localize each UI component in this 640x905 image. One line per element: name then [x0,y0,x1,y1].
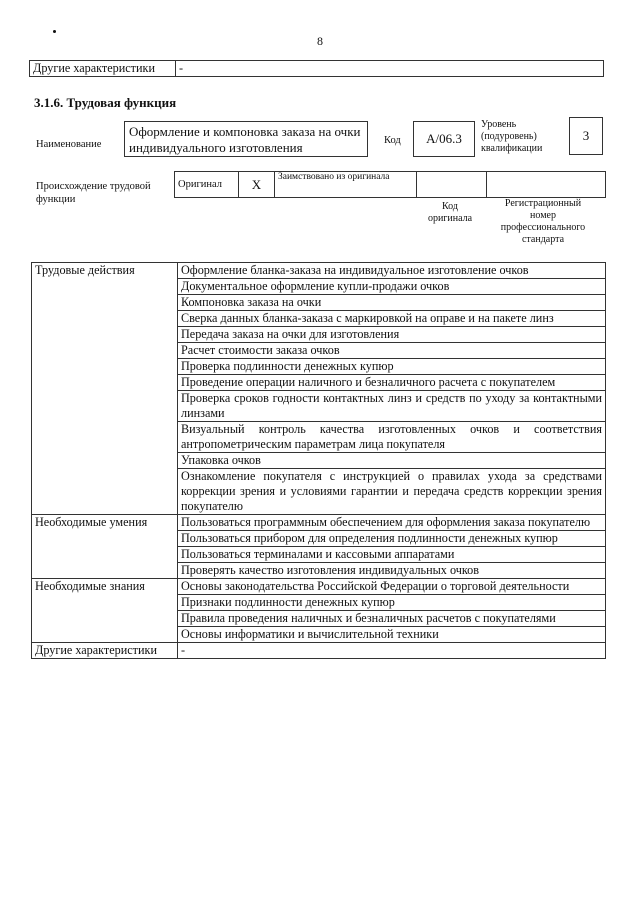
requirement-item: Оформление бланка-заказа на индивидуальное изготовление очков [178,263,606,279]
bottom-other-value: - [178,643,606,659]
code-value: A/06.3 [413,121,475,157]
level-value: 3 [569,117,603,155]
requirement-item: Пользоваться прибором для определения подлинности денежных купюр [178,531,606,547]
requirement-item: Пользоваться программным обеспечением для оформления заказа покупателю [178,515,606,531]
bottom-other-row [32,643,606,659]
code-original-caption: Код оригинала [427,201,473,224]
original-label: Оригинал [175,172,239,198]
page-number: 8 [317,34,323,48]
requirement-item: Основы информатики и вычислительной техники [178,627,606,643]
name-label: Наименование [36,139,102,150]
top-other-value: - [176,61,604,77]
requirement-item: Проверка подлинности денежных купюр [178,359,606,375]
top-other-label: Другие характеристики [30,61,176,77]
requirement-item: Ознакомление покупателя с инструкцией о правилах ухода за средствами коррекции зрения и условиями гарантии и передача средств коррекции зрения покупателю [178,469,606,515]
requirement-item: Упаковка очков [178,453,606,469]
requirement-item: Расчет стоимости заказа очков [178,343,606,359]
table-row [32,579,606,595]
table-row [32,263,606,279]
origin-table [174,171,606,198]
requirement-item: Основы законодательства Российской Федерации о торговой деятельности [178,579,606,595]
origin-label: Происхождение трудовой функции [36,181,151,205]
level-label: Уровень (подуровень) квалификации [481,119,543,154]
reg-number-caption: Регистрационный номер профессионального стандарта [500,198,586,245]
requirement-item: Проверка сроков годности контактных линз и средств по уходу за контактными линзами [178,391,606,422]
requirement-item: Проведение операции наличного и безналичного расчета с покупателем [178,375,606,391]
requirement-item: Компоновка заказа на очки [178,295,606,311]
section-heading: Необходимые знания [32,579,178,643]
section-heading: Трудовые действия [32,263,178,515]
scan-dot [53,30,56,33]
function-name: Оформление и компоновка заказа на очки индивидуального изготовления [124,121,368,157]
section-heading: Необходимые умения [32,515,178,579]
original-mark: X [239,172,275,198]
section-title: 3.1.6. Трудовая функция [34,95,177,110]
borrowed-label: Заимствовано из оригинала [275,172,417,198]
requirement-item: Сверка данных бланка-заказа с маркировкой на оправе и на пакете линз [178,311,606,327]
requirement-item: Пользоваться терминалами и кассовыми аппаратами [178,547,606,563]
requirement-item: Передача заказа на очки для изготовления [178,327,606,343]
reg-number-cell [487,172,606,198]
requirement-item: Визуальный контроль качества изготовленных очков и соответствия антропометрическим параметрам лица покупателя [178,422,606,453]
requirement-item: Документальное оформление купли-продажи очков [178,279,606,295]
requirement-item: Признаки подлинности денежных купюр [178,595,606,611]
bottom-other-label: Другие характеристики [32,643,178,659]
table-row [32,515,606,531]
labor-function-table [31,262,606,659]
top-other-characteristics [29,60,604,77]
requirement-item: Проверять качество изготовления индивидуальных очков [178,563,606,579]
code-label: Код [384,135,401,146]
requirement-item: Правила проведения наличных и безналичных расчетов с покупателями [178,611,606,627]
code-original-cell [417,172,487,198]
